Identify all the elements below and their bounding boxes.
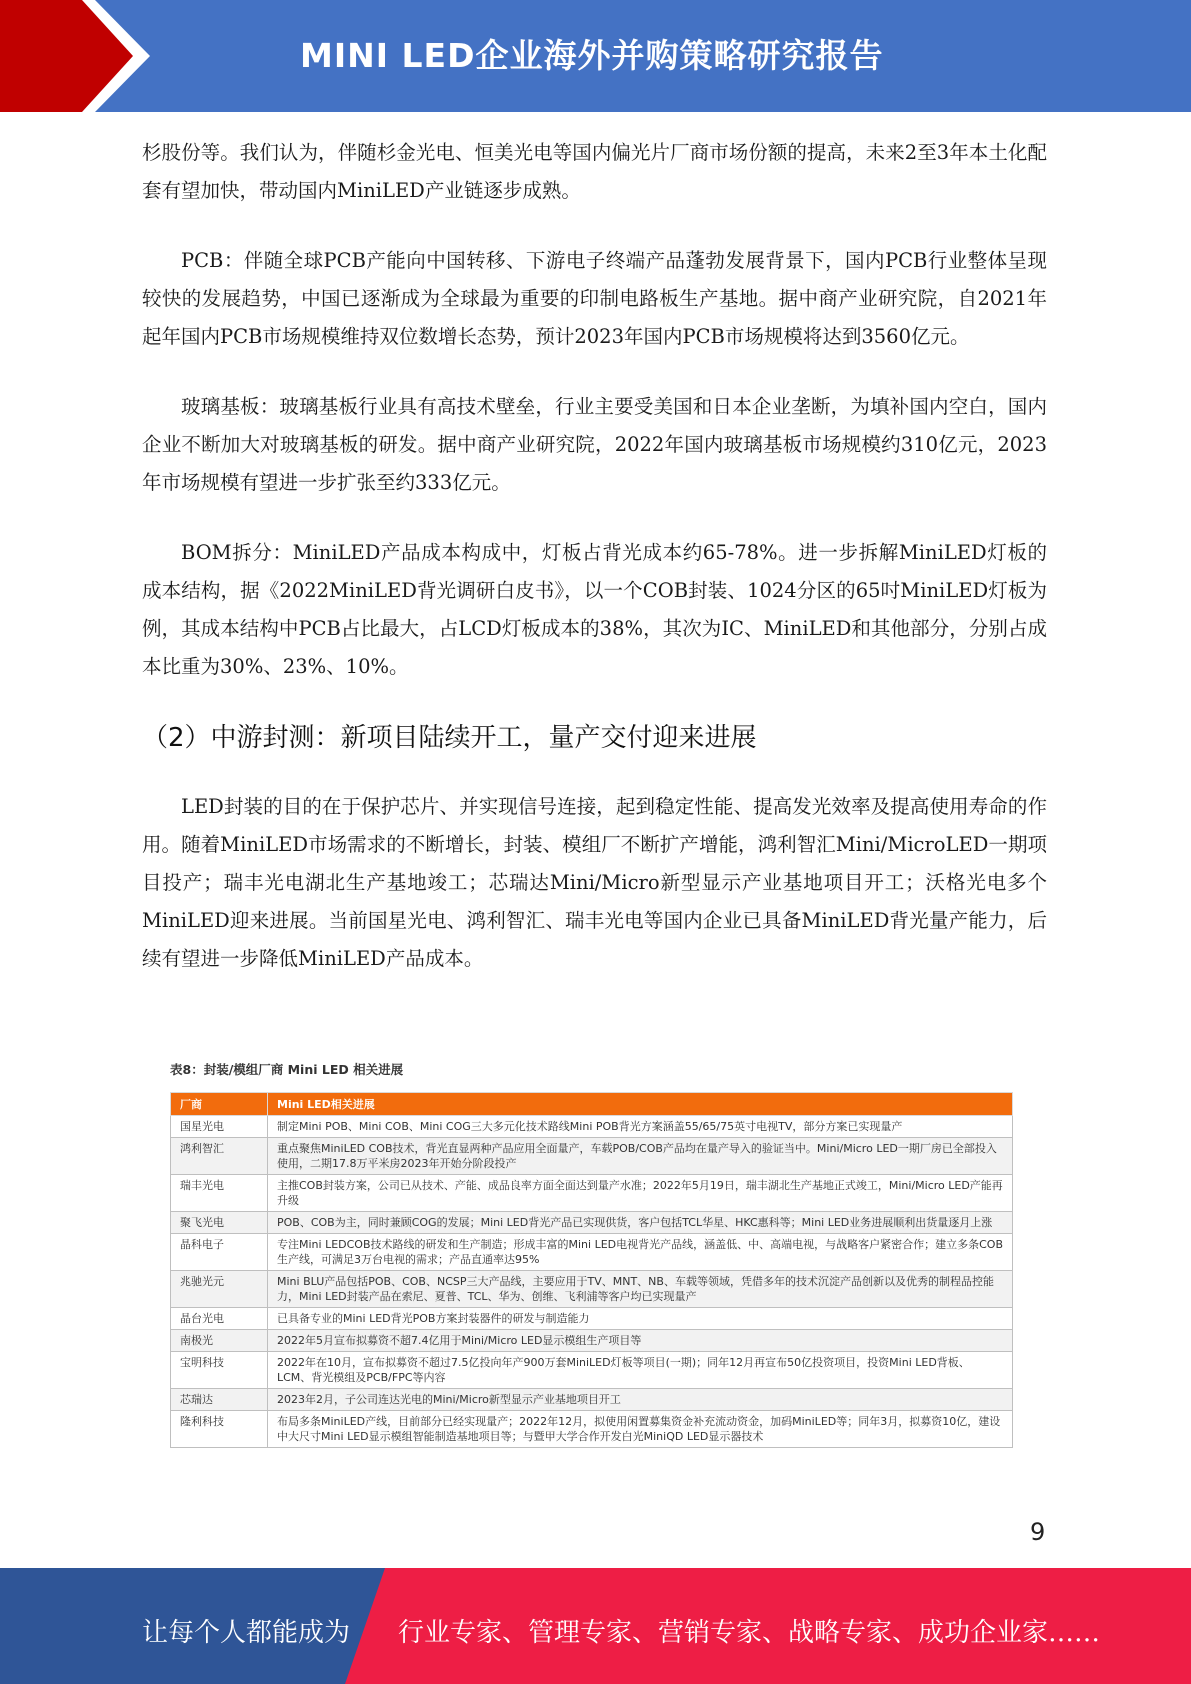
table-row [171,1212,1013,1234]
progress-cell: 已具备专业的Mini LED背光POB方案封装器件的研发与制造能力 [268,1308,1013,1330]
table-row [171,1308,1013,1330]
vendor-cell: 隆利科技 [171,1411,268,1448]
progress-cell: 布局多条MiniLED产线，目前部分已经实现量产；2022年12月，拟使用闲置募集资金补充流动资金，加码MiniLED等；同年3月，拟募资10亿，建设中大尺寸Mini LED显示模组智能制造基地项目等；与暨甲大学合作开发白光MiniQD LED显示器技术 [268,1411,1013,1448]
vendor-cell: 宝明科技 [171,1352,268,1389]
table-header-row [171,1093,1013,1116]
progress-cell: 主推COB封装方案，公司已从技术、产能、成品良率方面全面达到量产水准；2022年5月19日，瑞丰湖北生产基地正式竣工，Mini/Micro LED产能再升级 [268,1175,1013,1212]
table-row [171,1234,1013,1271]
vendor-cell: 南极光 [171,1330,268,1352]
table-row [171,1116,1013,1138]
vendor-cell: 瑞丰光电 [171,1175,268,1212]
footer-slogan-right: 行业专家、管理专家、营销专家、战略专家、成功企业家…… [398,1618,1101,1648]
header-band [0,0,1191,112]
table-row [171,1138,1013,1175]
table-row [171,1175,1013,1212]
progress-cell: 专注Mini LEDCOB技术路线的研发和生产制造；形成丰富的Mini LED电视背光产品线，涵盖低、中、高端电视，与战略客户紧密合作；建立多条COB生产线，可满足3万台电视的需求；产品直通率达95% [268,1234,1013,1271]
report-title: MINI LED企业海外并购策略研究报告 [300,36,884,75]
progress-cell: 2023年2月，子公司连达光电的Mini/Micro新型显示产业基地项目开工 [268,1389,1013,1411]
header-progress: Mini LED相关进展 [268,1093,1013,1116]
table-row [171,1389,1013,1411]
vendor-cell: 晶科电子 [171,1234,268,1271]
progress-cell: 重点聚焦MiniLED COB技术，背光直显两种产品应用全面量产，车载POB/COB产品均在量产导入的验证当中。Mini/Micro LED一期厂房已全部投入使用，二期17.8万平米房2023年开始分阶段投产 [268,1138,1013,1175]
vendor-cell: 晶台光电 [171,1308,268,1330]
table-row [171,1411,1013,1448]
header-chevron-decoration [0,0,150,112]
vendor-cell: 聚飞光电 [171,1212,268,1234]
header-vendor: 厂商 [171,1093,268,1116]
table-caption: 表8：封装/模组厂商 Mini LED 相关进展 [170,1062,404,1077]
table-row [171,1352,1013,1389]
table-row [171,1271,1013,1308]
paragraph-pcb: PCB：伴随全球PCB产能向中国转移、下游电子终端产品蓬勃发展背景下，国内PCB行业整体呈现较快的发展趋势，中国已逐渐成为全球最为重要的印制电路板生产基地。据中商产业研究院，自2021年起年国内PCB市场规模维持双位数增长态势，预计2023年国内PCB市场规模将达到3560亿元。 [142,249,1047,348]
vendor-cell: 兆驰光元 [171,1271,268,1308]
footer-slogan-left: 让每个人都能成为 [142,1618,351,1648]
section-heading-midstream: （2）中游封测：新项目陆续开工，量产交付迎来进展 [142,723,757,753]
footer-band [0,1568,1191,1684]
paragraph-bom: BOM拆分：MiniLED产品成本构成中，灯板占背光成本约65-78%。进一步拆解MiniLED灯板的成本结构，据《2022MiniLED背光调研白皮书》，以一个COB封装、1024分区的65吋MiniLED灯板为例，其成本结构中PCB占比最大，占LCD灯板成本的38%，其次为IC、MiniLED和其他部分，分别占成本比重为30%、23%、10%。 [142,541,1047,678]
progress-cell: 制定Mini POB、Mini COB、Mini COG三大多元化技术路线Mini POB背光方案涵盖55/65/75英寸电视TV，部分方案已实现量产 [268,1116,1013,1138]
vendor-cell: 鸿利智汇 [171,1138,268,1175]
paragraph-polarizer-cont: 杉股份等。我们认为，伴随杉金光电、恒美光电等国内偏光片厂商市场份额的提高，未来2至3年本土化配套有望加快，带动国内MiniLED产业链逐步成熟。 [142,141,1047,202]
table-row [171,1330,1013,1352]
progress-cell: POB、COB为主，同时兼顾COG的发展；Mini LED背光产品已实现供货，客户包括TCL华星、HKC惠科等；Mini LED业务进展顺利出货量逐月上涨 [268,1212,1013,1234]
progress-cell: 2022年在10月，宣布拟募资不超过7.5亿投向年产900万套MiniLED灯板等项目(一期)；同年12月再宣布50亿投资项目，投资Mini LED背板、LCM、背光模组及PCB/FPC等内容 [268,1352,1013,1389]
paragraph-packaging: LED封装的目的在于保护芯片、并实现信号连接，起到稳定性能、提高发光效率及提高使用寿命的作用。随着MiniLED市场需求的不断增长，封装、模组厂不断扩产增能，鸿利智汇Mini/MicroLED一期项目投产；瑞丰光电湖北生产基地竣工；芯瑞达Mini/Micro新型显示产业基地项目开工；沃格光电多个MiniLED迎来进展。当前国星光电、鸿利智汇、瑞丰光电等国内企业已具备MiniLED背光量产能力，后续有望进一步降低MiniLED产品成本。 [142,795,1047,970]
paragraph-glass-substrate: 玻璃基板：玻璃基板行业具有高技术壁垒，行业主要受美国和日本企业垄断，为填补国内空白，国内企业不断加大对玻璃基板的研发。据中商产业研究院，2022年国内玻璃基板市场规模约310亿元，2023年市场规模有望进一步扩张至约333亿元。 [142,395,1047,494]
page-content [142,134,1047,1010]
vendor-cell: 芯瑞达 [171,1389,268,1411]
vendor-cell: 国星光电 [171,1116,268,1138]
progress-cell: 2022年5月宣布拟募资不超7.4亿用于Mini/Micro LED显示模组生产项目等 [268,1330,1013,1352]
table-figure [170,1060,1013,1448]
progress-cell: Mini BLU产品包括POB、COB、NCSP三大产品线，主要应用于TV、MNT、NB、车载等领域，凭借多年的技术沉淀产品创新以及优秀的制程品控能力，Mini LED封装产品在索尼、夏普、TCL、华为、创维、飞利浦等客户均已实现量产 [268,1271,1013,1308]
page-number: 9 [1030,1518,1046,1546]
packaging-progress-table [170,1092,1013,1448]
